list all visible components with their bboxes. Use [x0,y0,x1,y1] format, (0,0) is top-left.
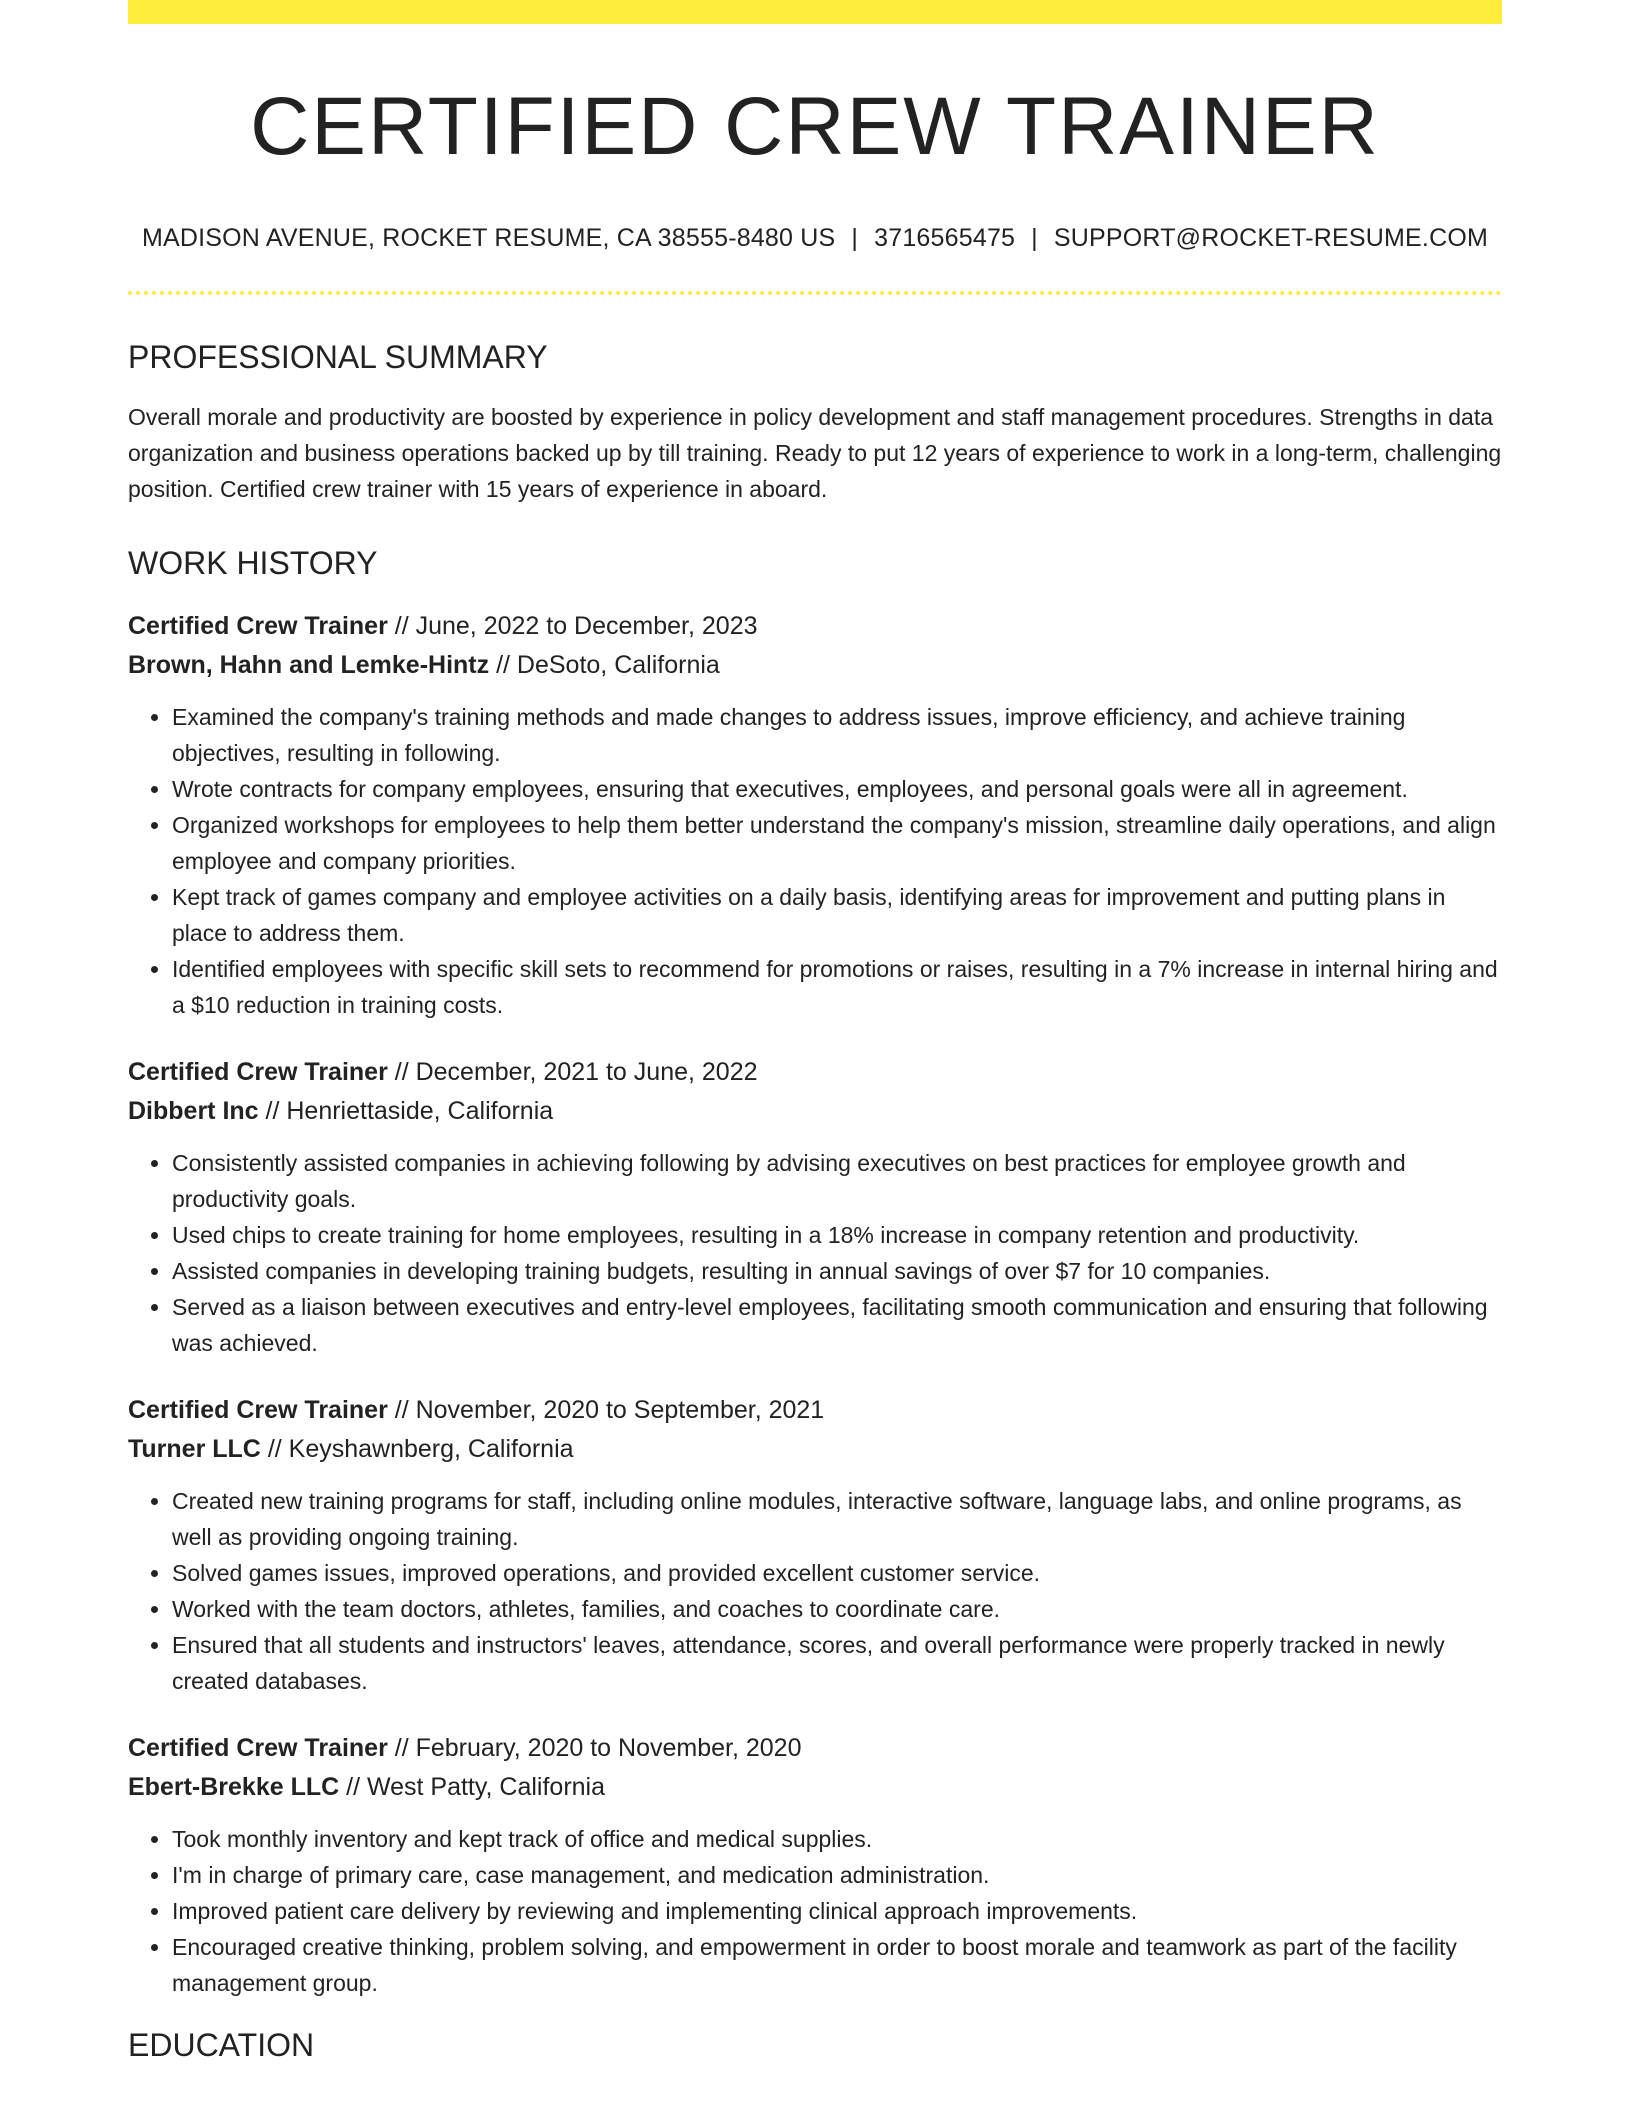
job-bullets [128,1821,1502,2001]
job-title-line [128,1729,1502,1768]
job-location: // Keyshawnberg, California [260,1435,574,1463]
job-company-line [128,1768,1502,1807]
job-bullet: • Kept track of games company and employee activities on a daily basis, identifying areas for improvement and putting plans in place to address them. [172,879,1502,951]
job-company: Ebert-Brekke LLC [128,1773,340,1801]
job-entry [128,1729,1502,2001]
job-bullets [128,1483,1502,1699]
work-history-list [128,607,1502,2001]
job-bullets [128,699,1502,1023]
accent-bar [128,0,1502,24]
job-bullet: • Organized workshops for employees to help them better understand the company's mission, streamline daily operations, and align employee and company priorities. [172,807,1502,879]
job-location: // Henriettaside, California [258,1097,554,1125]
resume-page [128,0,1502,2061]
summary-text: Overall morale and productivity are boosted by experience in policy development and staff management procedures. Strengths in data organization and business operations backed up by till training. Ready to put 12 years of experience to work in a long-term, challenging position. Certified crew trainer with 15 years of experience in aboard. [128,404,1502,502]
dotted-divider [128,291,1502,295]
job-bullets [128,1145,1502,1361]
job-bullet: • Improved patient care delivery by reviewing and implementing clinical approach improvements. [172,1893,1502,1929]
job-company-line [128,1430,1502,1469]
job-bullet: • Served as a liaison between executives and entry-level employees, facilitating smooth communication and ensuring that following was achieved. [172,1289,1502,1361]
job-bullet: • Identified employees with specific skill sets to recommend for promotions or raises, resulting in a 7% increase in internal hiring and a $10 reduction in training costs. [172,951,1502,1023]
job-company: Dibbert Inc [128,1097,259,1125]
job-entry [128,1391,1502,1699]
job-dates: // June, 2022 to December, 2023 [387,612,758,640]
job-location: // DeSoto, California [489,651,720,679]
job-bullet: • Worked with the team doctors, athletes, families, and coaches to coordinate care. [172,1591,1502,1627]
contact-address: MADISON AVENUE, ROCKET RESUME, CA 38555-8480 US [141,224,836,252]
job-bullet: • Consistently assisted companies in achieving following by advising executives on best practices for employee growth and productivity goals. [172,1145,1502,1217]
resume-name: CERTIFIED CREW TRAINER [250,81,1380,172]
job-entry [128,607,1502,1023]
job-bullet: • Assisted companies in developing training budgets, resulting in annual savings of over $7 for 10 companies. [172,1253,1502,1289]
job-bullet: • Took monthly inventory and kept track of office and medical supplies. [172,1821,1502,1857]
summary-heading: PROFESSIONAL SUMMARY [128,339,548,375]
job-bullet: • Wrote contracts for company employees, ensuring that executives, employees, and personal goals were all in agreement. [172,771,1502,807]
education-heading: EDUCATION [128,2027,315,2063]
contact-separator: | [851,224,859,252]
job-company: Brown, Hahn and Lemke-Hintz [128,651,490,679]
contact-separator: | [1031,224,1038,252]
job-title-line [128,1391,1502,1430]
job-company-line [128,1092,1502,1131]
job-role: Certified Crew Trainer [128,1396,388,1424]
job-entry [128,1053,1502,1361]
job-bullet: • I'm in charge of primary care, case management, and medication administration. [172,1857,1502,1893]
contact-email[interactable]: SUPPORT@ROCKET-RESUME.COM [1053,224,1489,252]
job-company-line [128,646,1502,685]
job-bullet: • Solved games issues, improved operations, and provided excellent customer service. [172,1555,1502,1591]
job-dates: // February, 2020 to November, 2020 [387,1734,802,1762]
job-role: Certified Crew Trainer [128,1058,388,1086]
job-dates: // November, 2020 to September, 2021 [387,1396,825,1424]
job-bullet: • Examined the company's training methods and made changes to address issues, improve efficiency, and achieve training objectives, resulting in following. [172,699,1502,771]
job-title-line [128,607,1502,646]
contact-phone: 3716565475 [874,224,1016,252]
job-bullet: • Ensured that all students and instructors' leaves, attendance, scores, and overall performance were properly tracked in newly created databases. [172,1627,1502,1699]
job-dates: // December, 2021 to June, 2022 [387,1058,758,1086]
contact-line [128,224,1502,253]
job-role: Certified Crew Trainer [128,1734,388,1762]
job-location: // West Patty, California [339,1773,606,1801]
job-company: Turner LLC [128,1435,261,1463]
job-bullet: • Created new training programs for staff, including online modules, interactive software, language labs, and online programs, as well as providing ongoing training. [172,1483,1502,1555]
job-bullet: • Encouraged creative thinking, problem solving, and empowerment in order to boost morale and teamwork as part of the facility management group. [172,1929,1502,2001]
job-title-line [128,1053,1502,1092]
job-bullet: • Used chips to create training for home employees, resulting in a 18% increase in company retention and productivity. [172,1217,1502,1253]
job-role: Certified Crew Trainer [128,612,388,640]
work-history-heading: WORK HISTORY [128,545,378,581]
